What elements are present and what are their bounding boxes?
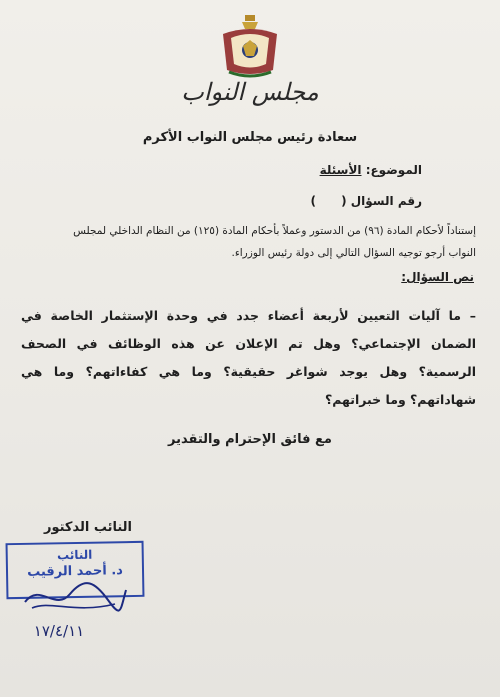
handwritten-signature [20,572,130,617]
closing-line: مع فائق الإحترام والتقدير [168,432,332,447]
coat-of-arms-icon [215,14,285,80]
stamp-name: د. أحمد الرقيب [27,563,124,580]
question-number: رقم السؤال ( ) [310,194,422,208]
preamble-line-2: النواب أرجو توجيه السؤال التالي إلى دولة رئيس الوزراء. [231,247,476,259]
subject-line [320,163,422,177]
signatory-title: النائب الدكتور [43,520,133,535]
addressee: سعادة رئيس مجلس النواب الأكرم [142,130,358,145]
subject-value: الأسئلة [319,163,362,177]
handwritten-date: ١٧/٤/١١ [33,622,85,640]
subject-label: الموضوع: [365,163,422,177]
question-text: – ما آليات التعيين لأربعة أعضاء جدد في وحدة الإستثمار الخاصة في الضمان الإجتماعي؟ وهل تم الإعلان عن هذه الوظائف في الصحف الرسمية؟ وهل يوجد شواغر حقيقية؟ وما هي كفاءاتهم؟ وما هي شهاداتهم؟ وما خبراتهم؟ [21,308,476,407]
preamble-line-1: إستناداً لأحكام المادة (٩٦) من الدستور وعملاً بأحكام المادة (١٢٥) من النظام الداخلي لمجلس [73,225,476,237]
question-heading: نص السؤال: [401,270,474,284]
stamp-title: النائب [56,547,93,563]
institution-name: مجلس النواب [181,78,319,106]
preamble [21,220,476,264]
